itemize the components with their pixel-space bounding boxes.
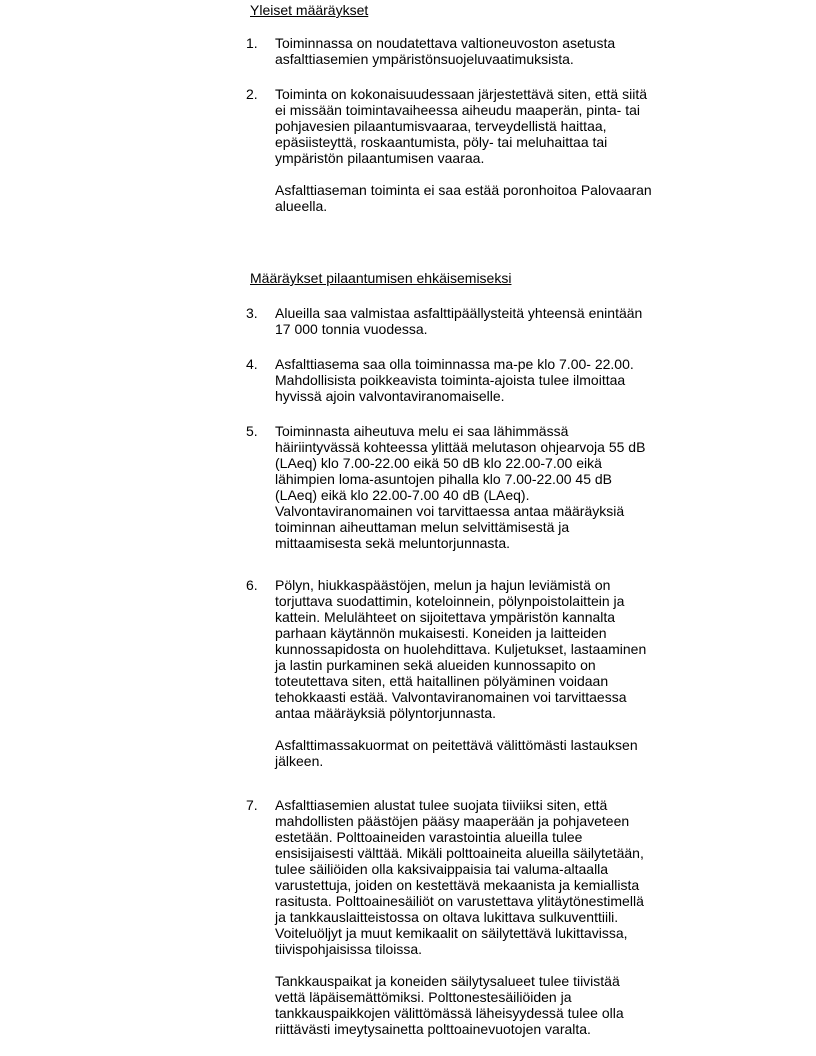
text-line: rasitusta. Polttoainesäiliöt on varustettava ylitäytönestimellä [275, 893, 644, 909]
text-line: Mahdollisista poikkeavista toiminta-ajoista tulee ilmoittaa [275, 372, 626, 388]
text-line: varustettuja, joiden on kestettävä mekaanista ja kemiallista [275, 877, 640, 893]
text-line: häiriintyvässä kohteessa ylittää melutason ohjearvoja 55 dB [275, 439, 646, 455]
item-number: 1. [246, 35, 258, 51]
item-paragraph [275, 86, 675, 166]
item-paragraph [275, 973, 675, 1037]
text-line: Voiteluöljyt ja muut kemikaalit on säilytettävä lukittavissa, [275, 925, 628, 941]
text-line: Toiminta on kokonaisuudessaan järjestettävä siten, että siitä [275, 86, 647, 102]
text-line: lähimpien loma-asuntojen pihalla klo 7.00-22.00 45 dB [275, 471, 612, 487]
list-item [246, 577, 716, 769]
text-line: riittävästi imeytysainetta polttoainevuotojen varalta. [275, 1021, 591, 1037]
text-line: Alueilla saa valmistaa asfalttipäällysteitä yhteensä enintään [275, 305, 643, 321]
text-line: Asfalttiasema saa olla toiminnassa ma-pe klo 7.00- 22.00. [275, 356, 634, 372]
item-number: 7. [246, 797, 258, 813]
item-paragraph [275, 305, 675, 337]
text-line: antaa määräyksiä pölyntorjunnasta. [275, 705, 497, 721]
item-paragraph [275, 423, 675, 551]
item-paragraph [275, 797, 675, 957]
item-paragraph [275, 35, 675, 67]
item-paragraph [275, 356, 675, 404]
item-number: 2. [246, 86, 258, 102]
list-item [246, 356, 716, 404]
list-item [246, 797, 716, 1037]
item-number: 4. [246, 356, 258, 372]
text-line: parhaan käytännön mukaisesti. Koneiden ja laitteiden [275, 625, 607, 641]
text-line: estetään. Polttoaineiden varastointia alueilla tulee [275, 829, 583, 845]
text-line: ei missään toimintavaiheessa aiheudu maaperän, pinta- tai [275, 102, 640, 118]
text-line: toiminnan aiheuttaman melun selvittämisestä ja [275, 519, 570, 535]
item-paragraph [275, 182, 675, 214]
text-line: ja tankkauslaitteistossa on oltava lukittava sulkuventtiili. [275, 909, 619, 925]
text-line: Pölyn, hiukkaspäästöjen, melun ja hajun leviämistä on [275, 577, 611, 593]
text-line: hyvissä ajoin valvontaviranomaiselle. [275, 388, 505, 404]
item-paragraph [275, 737, 675, 769]
item-number: 5. [246, 423, 258, 439]
text-line: Asfalttimassakuormat on peitettävä välittömästi lastauksen [275, 737, 638, 753]
text-line: 17 000 tonnia vuodessa. [275, 321, 428, 337]
text-line: tiivispohjaisissa tiloissa. [275, 941, 423, 957]
text-line: vettä läpäisemättömiksi. Polttonestesäiliöiden ja [275, 989, 572, 1005]
text-line: alueella. [275, 198, 328, 214]
text-line: ensisijaisesti välttää. Mikäli polttoaineita alueilla säilytetään, [275, 845, 644, 861]
item-paragraph [275, 577, 675, 721]
text-line: ympäristön pilaantumisen vaaraa. [275, 150, 485, 166]
item-number: 6. [246, 577, 258, 593]
list-item [246, 423, 716, 551]
text-line: ja lastin purkaminen sekä alueiden kunnossapito on [275, 657, 596, 673]
text-line: torjuttava suodattimin, koteloinnein, pölynpoistolaittein ja [275, 593, 625, 609]
list-item [246, 305, 716, 337]
text-line: (LAeq) eikä klo 22.00-7.00 40 dB (LAeq). [275, 487, 530, 503]
text-line: Asfalttiaseman toiminta ei saa estää poronhoitoa Palovaaran [275, 182, 652, 198]
text-line: toteutettava siten, että haitallinen pölyäminen voidaan [275, 673, 609, 689]
list-item [246, 35, 716, 67]
text-line: (LAeq) klo 7.00-22.00 eikä 50 dB klo 22.00-7.00 eikä [275, 455, 602, 471]
text-line: epäsiisteyttä, roskaantumista, pöly- tai meluhaittaa tai [275, 134, 608, 150]
text-line: kattein. Melulähteet on sijoitettava ympäristön kannalta [275, 609, 616, 625]
text-line: jälkeen. [275, 753, 324, 769]
section-heading-general: Yleiset määräykset [250, 2, 369, 18]
text-line: tehokkaasti estää. Valvontaviranomainen voi tarvittaessa [275, 689, 627, 705]
text-line: pohjavesien pilaantumisvaaraa, terveydellistä haittaa, [275, 118, 607, 134]
text-line: tulee säiliöiden olla kaksivaippaisia tai valuma-altaalla [275, 861, 609, 877]
text-line: Asfalttiasemien alustat tulee suojata tiiviiksi siten, että [275, 797, 608, 813]
text-line: mittaamisesta sekä meluntorjunnasta. [275, 535, 510, 551]
text-line: Toiminnassa on noudatettava valtioneuvoston asetusta [275, 35, 616, 51]
text-line: tankkauspaikkojen välittömässä läheisyydessä tulee olla [275, 1005, 624, 1021]
text-line: Valvontaviranomainen voi tarvittaessa antaa määräyksiä [275, 503, 625, 519]
text-line: kunnossapidosta on huolehdittava. Kuljetukset, lastaaminen [275, 641, 647, 657]
text-line: Tankkauspaikat ja koneiden säilytysalueet tulee tiivistää [275, 973, 620, 989]
item-number: 3. [246, 305, 258, 321]
text-line: Toiminnasta aiheutuva melu ei saa lähimmässä [275, 423, 569, 439]
text-line: asfalttiasemien ympäristönsuojeluvaatimuksista. [275, 51, 574, 67]
list-item [246, 86, 716, 214]
section-heading-pollution-prevention: Määräykset pilaantumisen ehkäisemiseksi [250, 270, 512, 286]
text-line: mahdollisten päästöjen pääsy maaperään ja pohjaveteen [275, 813, 630, 829]
